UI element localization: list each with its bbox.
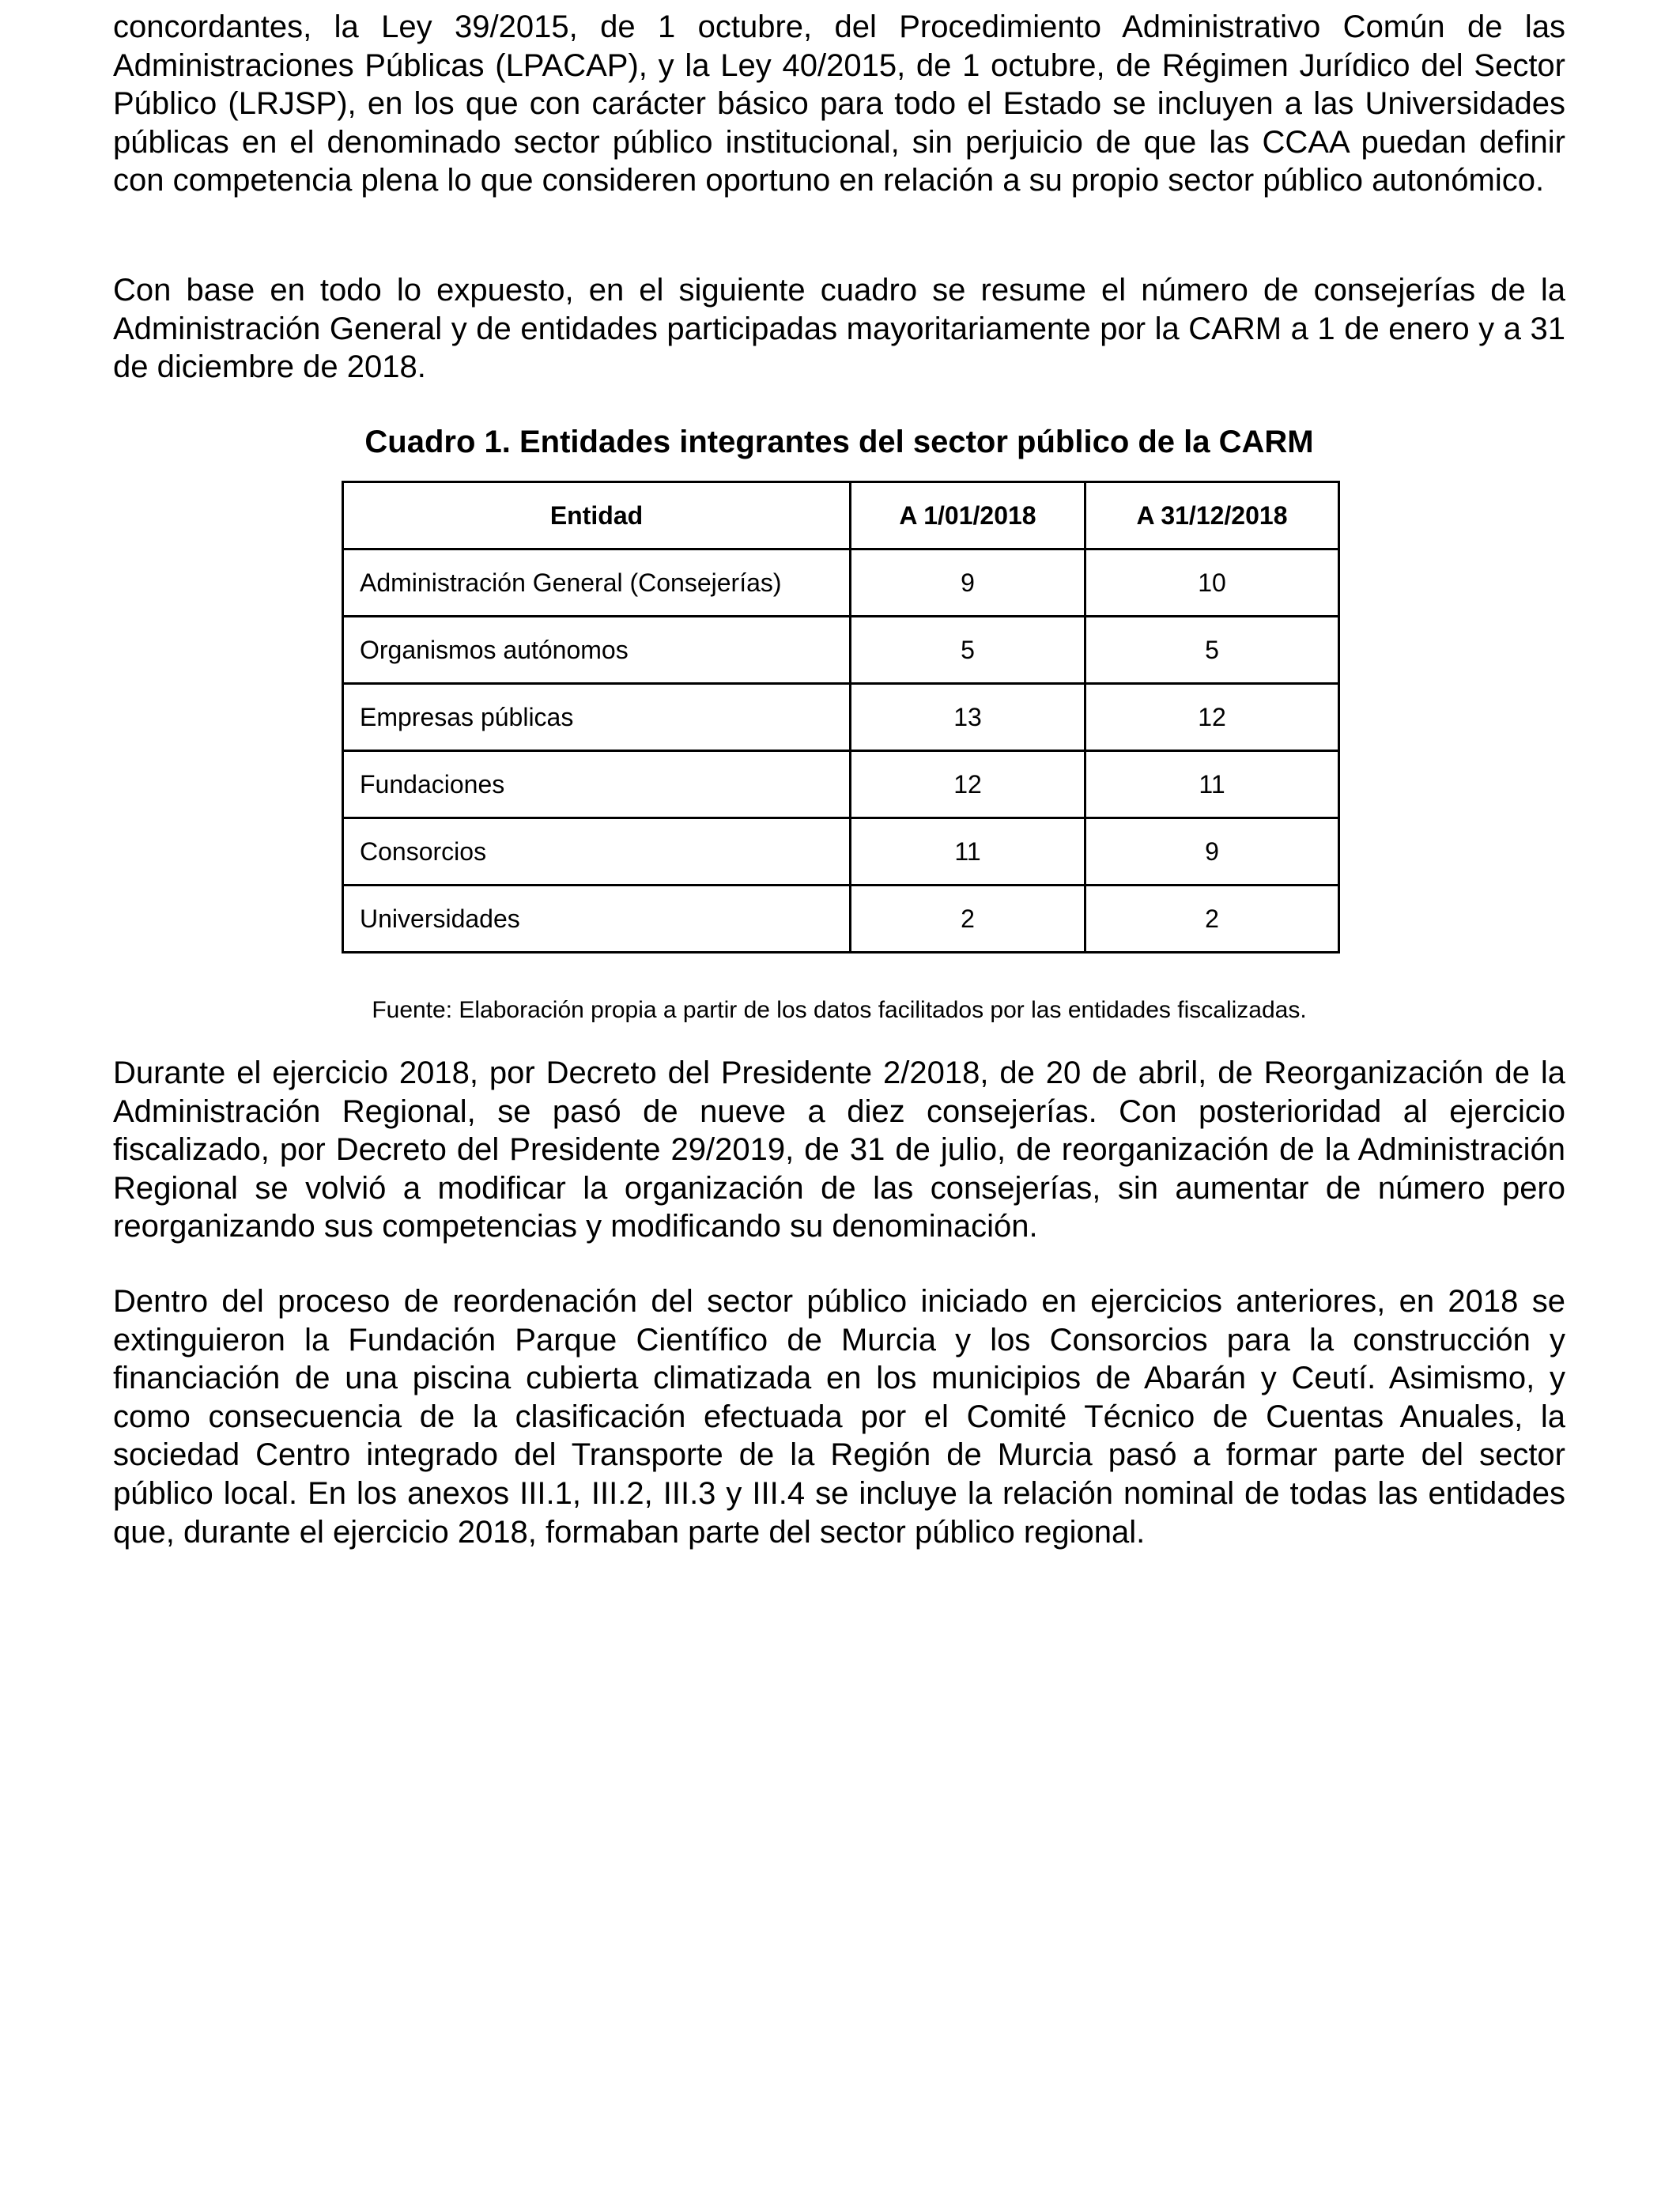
table-header-row: [343, 482, 1339, 549]
paragraph-3: Durante el ejercicio 2018, por Decreto del Presidente 2/2018, de 20 de abril, de Reorganización de la Administración Regional, se pasó de nueve a diez consejerías. Con posterioridad al ejercicio fiscalizado, por Decreto del Presidente 29/2019, de 31 de julio, de reorganización de la Administración Regional se volvió a modificar la organización de las consejerías, sin aumentar de número pero reorganizando sus competencias y modificando su denominación.: [113, 1055, 1565, 1244]
table-source-note: Fuente: Elaboración propia a partir de los datos facilitados por las entidades fiscalizadas.: [372, 997, 1307, 1023]
header-cell-date-start: A 1/01/2018: [851, 482, 1085, 549]
table-title: Cuadro 1. Entidades integrantes del sector público de la CARM: [364, 425, 1314, 459]
table-row: [343, 549, 1339, 617]
value-start-cell: 11: [851, 818, 1085, 886]
value-end-cell: 10: [1085, 549, 1339, 617]
entity-name-cell: Administración General (Consejerías): [343, 549, 851, 617]
value-end-cell: 5: [1085, 617, 1339, 684]
value-start-cell: 2: [851, 886, 1085, 953]
table-row: [343, 684, 1339, 751]
paragraph-1: concordantes, la Ley 39/2015, de 1 octubre, del Procedimiento Administrativo Común de las Administraciones Públicas (LPACAP), y la Ley 40/2015, de 1 octubre, de Régimen Jurídico del Sector Público (LRJSP), en los que con carácter básico para todo el Estado se incluyen a las Universidades públicas en el denominado sector público institucional, sin perjuicio de que las CCAA puedan definir con competencia plena lo que consideren oportuno en relación a su propio sector público autonómico.: [113, 9, 1565, 198]
value-start-cell: 5: [851, 617, 1085, 684]
table-row: [343, 886, 1339, 953]
entity-name-cell: Fundaciones: [343, 751, 851, 818]
table-container: [342, 481, 1340, 954]
value-end-cell: 2: [1085, 886, 1339, 953]
table-row: [343, 818, 1339, 886]
value-start-cell: 12: [851, 751, 1085, 818]
paragraph-4: Dentro del proceso de reordenación del sector público iniciado en ejercicios anteriores, en 2018 se extinguieron la Fundación Parque Científico de Murcia y los Consorcios para la construcción y financiación de una piscina cubierta climatizada en los municipios de Abarán y Ceutí. Asimismo, y como consecuencia de la clasificación efectuada por el Comité Técnico de Cuentas Anuales, la sociedad Centro integrado del Transporte de la Región de Murcia pasó a formar parte del sector público local. En los anexos III.1, III.2, III.3 y III.4 se incluye la relación nominal de todas las entidades que, durante el ejercicio 2018, formaban parte del sector público regional.: [113, 1284, 1565, 1550]
header-cell-date-end: A 31/12/2018: [1085, 482, 1339, 549]
entity-name-cell: Organismos autónomos: [343, 617, 851, 684]
header-cell-entity: Entidad: [343, 482, 851, 549]
paragraph-2: Con base en todo lo expuesto, en el siguiente cuadro se resume el número de consejerías de la Administración General y de entidades participadas mayoritariamente por la CARM a 1 de enero y a 31 de diciembre de 2018.: [113, 273, 1565, 385]
value-end-cell: 9: [1085, 818, 1339, 886]
entity-name-cell: Consorcios: [343, 818, 851, 886]
entity-name-cell: Empresas públicas: [343, 684, 851, 751]
value-end-cell: 12: [1085, 684, 1339, 751]
entities-table: [342, 481, 1340, 954]
table-row: [343, 751, 1339, 818]
value-start-cell: 13: [851, 684, 1085, 751]
entity-name-cell: Universidades: [343, 886, 851, 953]
value-start-cell: 9: [851, 549, 1085, 617]
value-end-cell: 11: [1085, 751, 1339, 818]
table-row: [343, 617, 1339, 684]
